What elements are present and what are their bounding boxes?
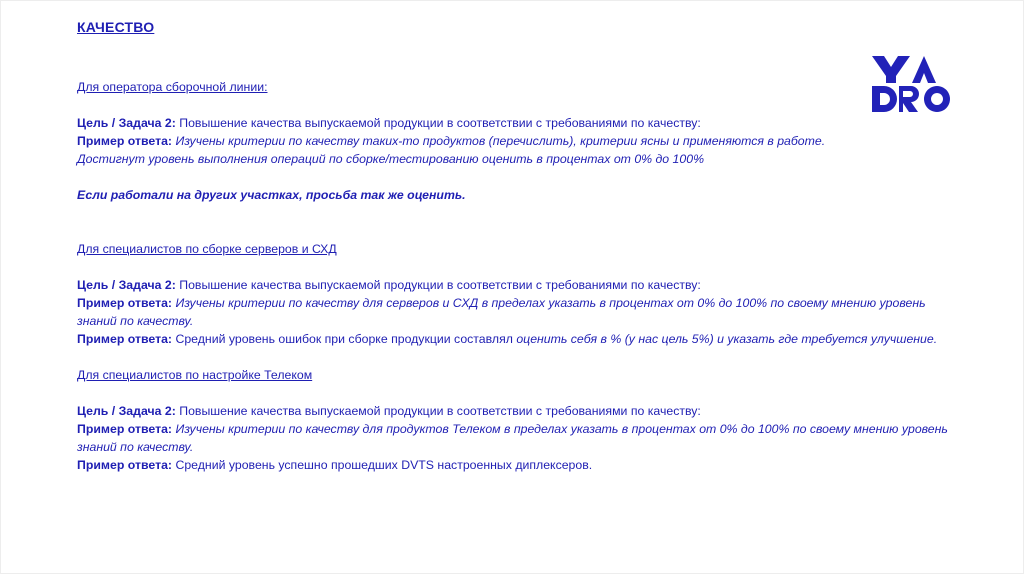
page-title: КАЧЕСТВО [77, 19, 155, 35]
example-label: Пример ответа: [77, 332, 173, 346]
example-line-2: Достигнут уровень выполнения операций по сборке/тестированию оценить в процентах от 0% до 100% [77, 152, 705, 166]
example-label: Пример ответа: [77, 134, 173, 148]
example-line [77, 294, 967, 330]
goal-label: Цель / Задача 2: [77, 404, 176, 418]
goal-line [77, 276, 967, 294]
goal-text: Повышение качества выпускаемой продукции в соответствии с требованиями по качеству: [175, 278, 701, 292]
example-text: Средний уровень успешно прошедших DVTS настроенных диплексеров. [172, 458, 593, 472]
example-text: Средний уровень ошибок при сборке продукции составлял [172, 332, 513, 346]
example-label: Пример ответа: [77, 458, 173, 472]
goal-label: Цель / Задача 2: [77, 116, 176, 130]
section-heading-operator: Для оператора сборочной линии: [77, 80, 268, 94]
example-line [77, 456, 967, 474]
example-text: Изучены критерии по качеству для продуктов Телеком в пределах указать в процентах от 0% до 100% по своему мнению уровень знаний по качеству. [77, 422, 948, 454]
example-text-italic: оценить себя в % (у нас цель 5%) и указать где требуется улучшение. [512, 332, 938, 346]
section-heading-telecom: Для специалистов по настройке Телеком [77, 368, 313, 382]
goal-label: Цель / Задача 2: [77, 278, 176, 292]
goal-text: Повышение качества выпускаемой продукции в соответствии с требованиями по качеству: [175, 116, 701, 130]
example-label: Пример ответа: [77, 422, 173, 436]
goal-line [77, 114, 967, 132]
goal-text: Повышение качества выпускаемой продукции в соответствии с требованиями по качеству: [175, 404, 701, 418]
example-label: Пример ответа: [77, 296, 173, 310]
section-heading-servers: Для специалистов по сборке серверов и СХД [77, 242, 337, 256]
content-body [77, 78, 967, 474]
note-text: Если работали на других участках, просьба так же оценить. [77, 188, 466, 202]
goal-line [77, 402, 967, 420]
example-line [77, 420, 967, 456]
example-line [77, 132, 967, 150]
example-line [77, 330, 967, 348]
example-text: Изучены критерии по качеству таких-то продуктов (перечислить), критерии ясны и применяются в работе. [172, 134, 826, 148]
example-text: Изучены критерии по качеству для серверов и СХД в пределах указать в процентах от 0% до 100% по своему мнению уровень знаний по качеству. [77, 296, 926, 328]
